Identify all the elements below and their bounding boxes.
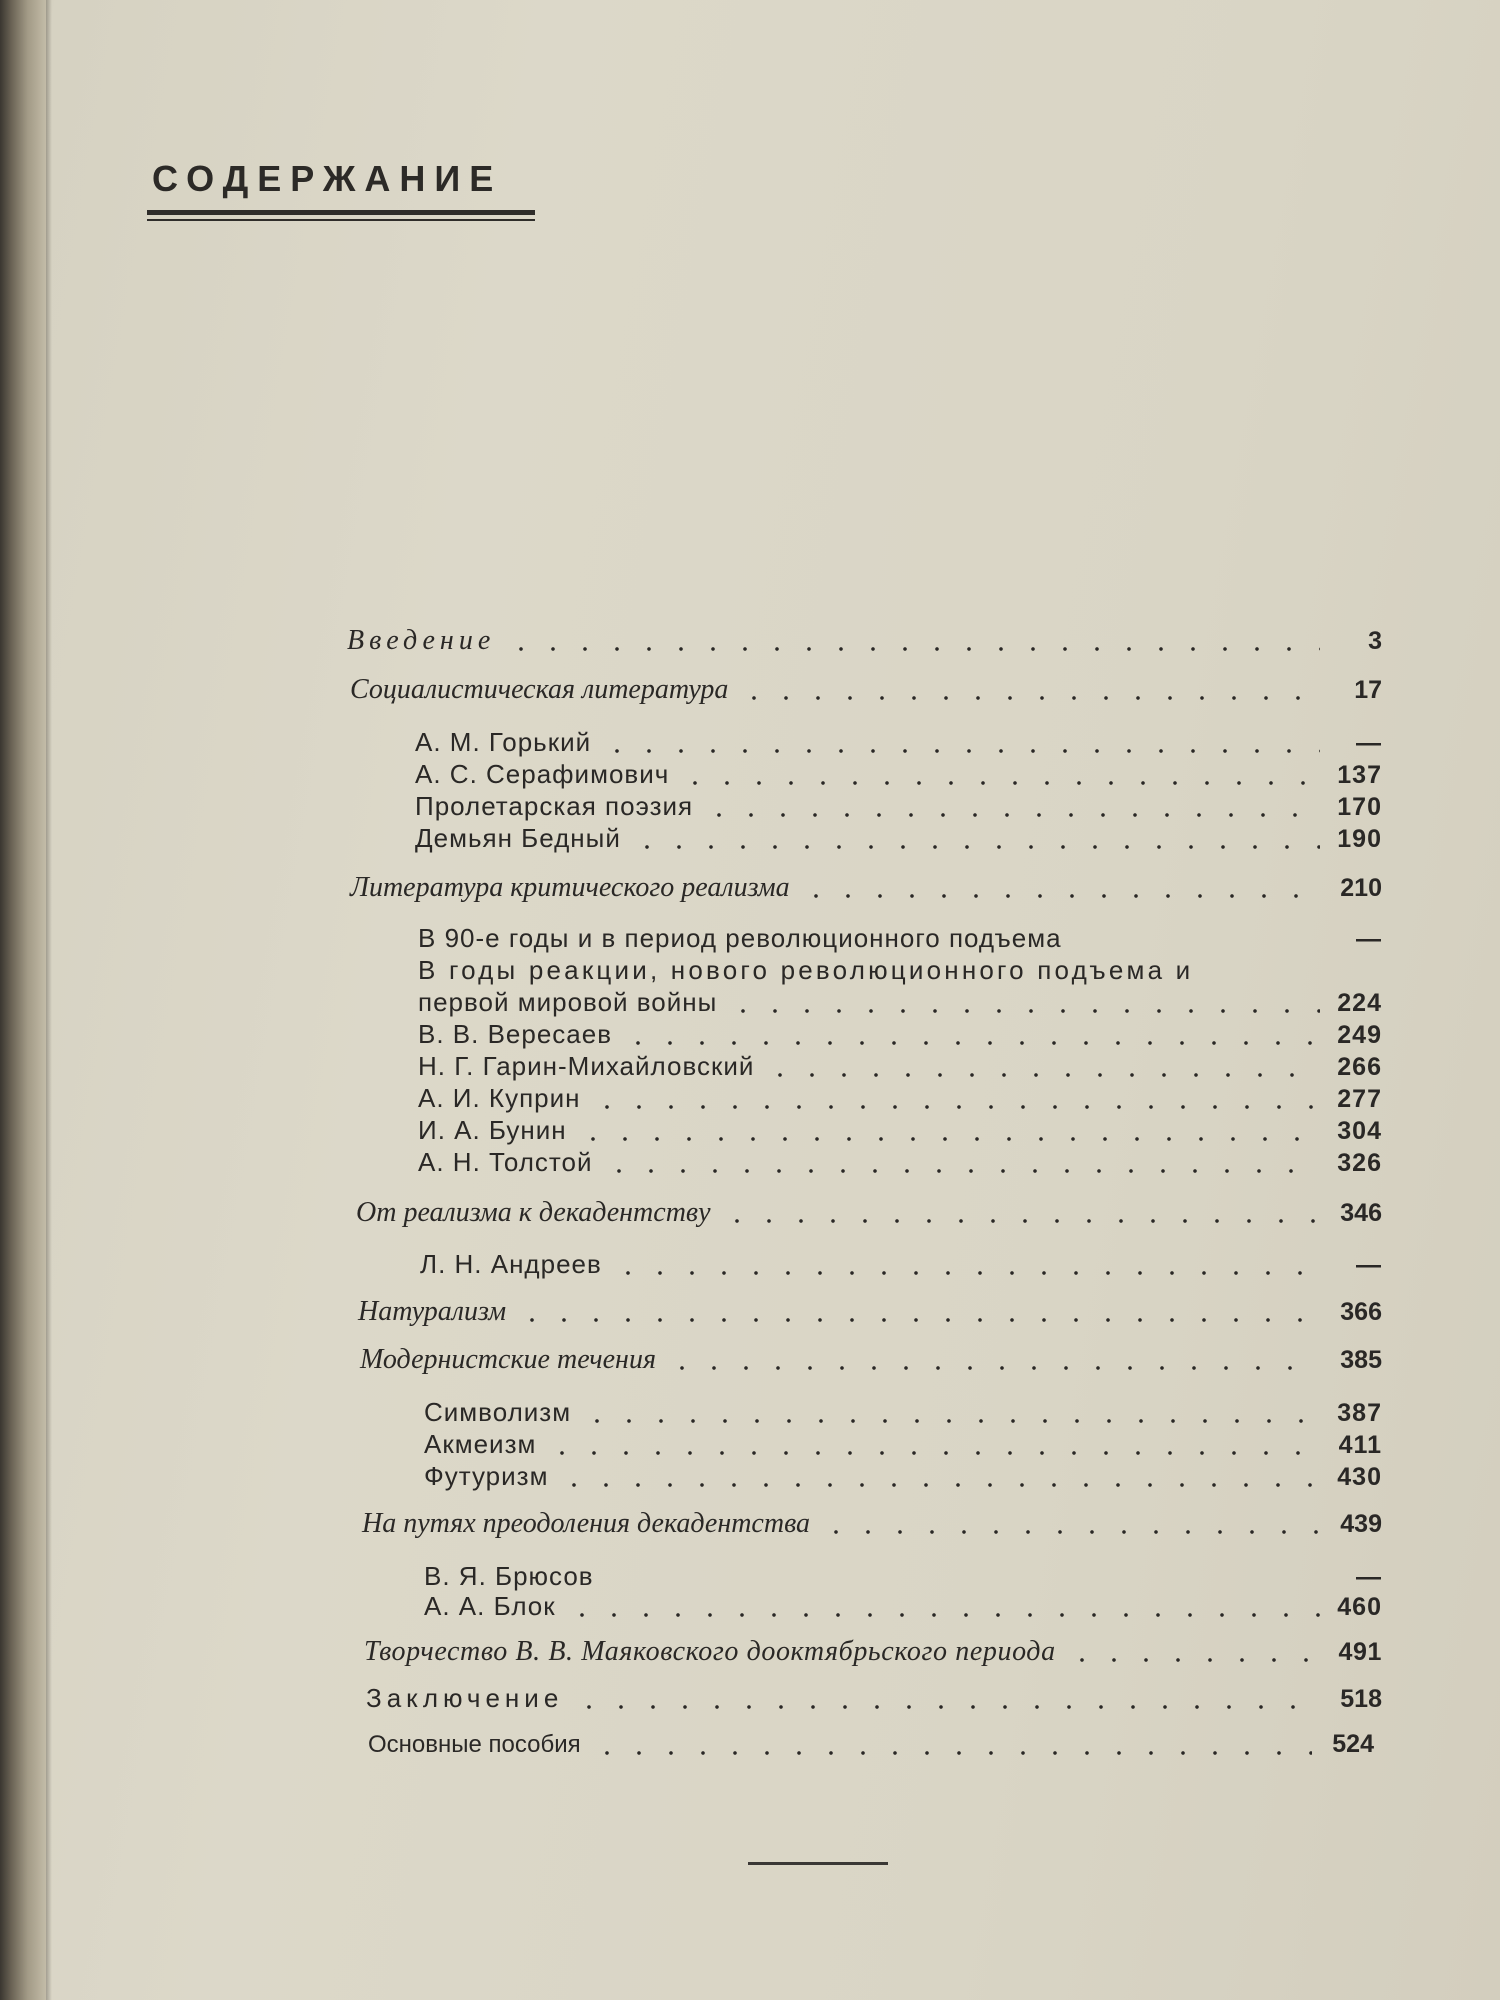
toc-page-number: 326 (1337, 1149, 1382, 1177)
leader-dots (800, 894, 1320, 898)
toc-label: В 90-е годы и в период революционного подъема (418, 923, 1062, 953)
toc-entry-bunin (418, 1114, 1382, 1147)
toc-page-number: — (1356, 1251, 1382, 1279)
toc-label: В. Я. Брюсов (424, 1561, 594, 1591)
leader-dots (1072, 945, 1320, 949)
toc-label: От реализма к декадентству (356, 1197, 711, 1228)
toc-label: Н. Г. Гарин-Михайловский (418, 1051, 755, 1081)
leader-dots (622, 1041, 1320, 1045)
toc-page-number: 524 (1332, 1730, 1374, 1758)
toc-label: И. А. Бунин (418, 1115, 567, 1145)
toc-label: А. А. Блок (424, 1591, 556, 1621)
toc-entry-sources (368, 1728, 1374, 1761)
leader-dots (581, 1419, 1320, 1423)
leader-dots (631, 845, 1320, 849)
leader-dots (764, 1073, 1320, 1077)
toc-page-number: 439 (1340, 1510, 1382, 1538)
toc-page-number: 137 (1337, 761, 1382, 789)
toc-label: Демьян Бедный (415, 823, 621, 853)
toc-page-number: 17 (1354, 676, 1382, 704)
toc-label: Символизм (424, 1397, 572, 1427)
toc-entry-veresaev (418, 1018, 1382, 1051)
toc-page-number: 224 (1337, 989, 1382, 1017)
leader-dots (820, 1530, 1320, 1534)
leader-dots (679, 781, 1320, 785)
toc-page-number: 411 (1338, 1431, 1382, 1459)
leader-dots (566, 1613, 1320, 1617)
toc-entry-overcoming-decadence (362, 1508, 1382, 1540)
leader-dots (546, 1451, 1320, 1455)
toc-label: Футуризм (424, 1461, 549, 1491)
toc-label: Литература критического реализма (350, 872, 790, 903)
toc-entry-blok (424, 1590, 1382, 1623)
toc-label: На путях преодоления декадентства (362, 1508, 811, 1539)
toc-label: Модернистские течения (360, 1344, 656, 1375)
toc-entry-nineties (418, 922, 1382, 955)
toc-label: А. М. Горький (415, 727, 592, 757)
leader-dots (573, 1705, 1320, 1709)
leader-dots (612, 1271, 1320, 1275)
toc-label: Творчество В. В. Маяковского дооктябрьского периода (364, 1636, 1056, 1667)
toc-page-number: 387 (1337, 1399, 1382, 1427)
toc-page-number: 366 (1340, 1298, 1382, 1326)
leader-dots (516, 1318, 1320, 1322)
toc-entry-proletarian-poetry (415, 790, 1382, 823)
toc-page-number: 190 (1337, 825, 1382, 853)
toc-page-number: — (1356, 925, 1382, 953)
toc-label: Социалистическая литература (350, 674, 729, 705)
toc-entry-intro (347, 625, 1382, 657)
toc-label: А. С. Серафимович (415, 759, 670, 789)
toc-entry-reaction (418, 986, 1382, 1019)
leader-dots (603, 1169, 1320, 1173)
toc-entry-reaction-line-1: В годы реакции, нового революционного подъема и (418, 955, 1194, 985)
closing-rule (748, 1862, 888, 1865)
toc-page-number: 210 (1340, 874, 1382, 902)
leader-dots (703, 813, 1320, 817)
leader-dots (727, 1009, 1320, 1013)
leader-dots (738, 696, 1320, 700)
toc-page-number: 3 (1368, 627, 1382, 655)
toc-label: Пролетарская поэзия (415, 791, 694, 821)
leader-dots (558, 1483, 1320, 1487)
toc-label: А. Н. Толстой (418, 1147, 593, 1177)
toc-label: Натурализм (358, 1296, 507, 1327)
toc-page-number: 430 (1337, 1463, 1382, 1491)
toc-entry-garin (418, 1050, 1382, 1083)
toc-entry-mayakovsky (364, 1636, 1382, 1668)
toc-entry-decadence (356, 1197, 1382, 1229)
toc-label: Л. Н. Андреев (420, 1249, 602, 1279)
leader-dots (505, 647, 1320, 651)
toc-page-number: 385 (1340, 1346, 1382, 1374)
leader-dots (604, 1583, 1320, 1587)
toc-page-number: 277 (1337, 1085, 1382, 1113)
toc-page-number: 346 (1340, 1199, 1382, 1227)
toc-entry-socialist (350, 674, 1382, 706)
toc-label: Введение (347, 625, 496, 656)
leader-dots (591, 1751, 1312, 1755)
toc-page-number: 304 (1337, 1117, 1382, 1145)
toc-label: первой мировой войны (418, 987, 718, 1017)
toc-entry-kuprin (418, 1082, 1382, 1115)
toc-page-number: 518 (1340, 1685, 1382, 1713)
toc-label: А. И. Куприн (418, 1083, 581, 1113)
toc-entry-conclusion (366, 1682, 1382, 1715)
toc-entry-futurism (424, 1460, 1382, 1493)
toc-label: В. В. Вересаев (418, 1019, 613, 1049)
toc-entry-tolstoy (418, 1146, 1382, 1179)
leader-dots (721, 1219, 1320, 1223)
toc-entry-gorky (415, 726, 1382, 759)
toc-entry-critical-realism (350, 872, 1382, 904)
toc-page-number: 266 (1337, 1053, 1382, 1081)
toc-label: Акмеизм (424, 1429, 537, 1459)
toc-entry-naturalism (358, 1296, 1382, 1328)
leader-dots (666, 1366, 1320, 1370)
leader-dots (577, 1137, 1320, 1141)
toc-entry-modernist (360, 1344, 1382, 1376)
toc-entry-acmeism (424, 1428, 1382, 1461)
toc-page-number: 460 (1337, 1593, 1382, 1621)
leader-dots (1066, 1658, 1320, 1662)
toc-page-number: 249 (1337, 1021, 1382, 1049)
toc-entry-andreev (420, 1248, 1382, 1281)
toc-page-number: — (1356, 1563, 1382, 1591)
toc-entry-bryusov (424, 1560, 1382, 1593)
leader-dots (601, 749, 1320, 753)
toc-page-number: 491 (1338, 1638, 1382, 1666)
toc-page-number: 170 (1337, 793, 1382, 821)
leader-dots (591, 1105, 1321, 1109)
toc-entry-bedny (415, 822, 1382, 855)
toc-entry-symbolism (424, 1396, 1382, 1429)
toc-label: Заключение (366, 1683, 564, 1713)
toc-entry-serafimovich (415, 758, 1382, 791)
toc-page-number: — (1356, 729, 1382, 757)
toc-label: Основные пособия (368, 1731, 581, 1758)
page-title: СОДЕРЖАНИЕ (152, 158, 503, 199)
